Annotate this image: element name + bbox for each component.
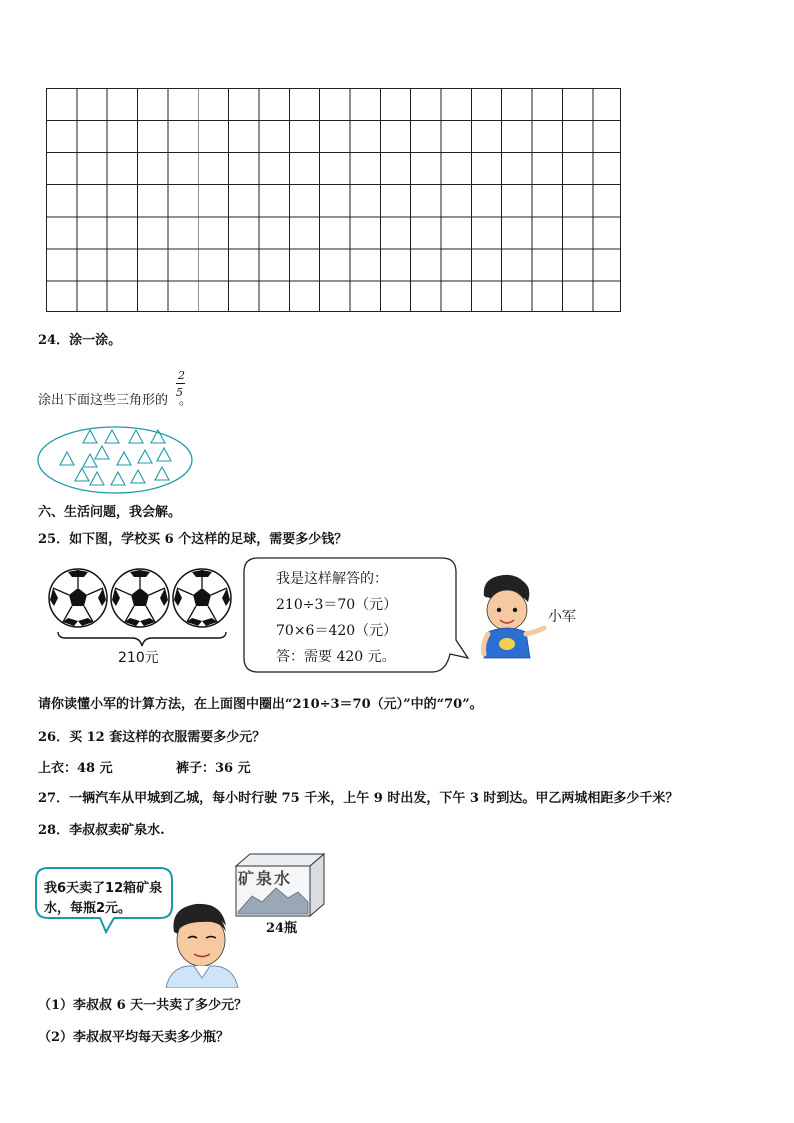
triangle — [117, 452, 131, 465]
triangle — [131, 470, 145, 483]
q26-title: 26．买 12 套这样的衣服需要多少元？ — [38, 730, 266, 745]
triangle-ellipse — [34, 424, 198, 498]
soccer-ball — [173, 569, 231, 627]
triangle — [83, 454, 97, 467]
fraction-denominator: 5 — [176, 386, 183, 399]
q25-title: 25．如下图，学校买 6 个这样的足球，需要多少钱？ — [38, 532, 348, 547]
q24-instruction-end: 。 — [179, 393, 193, 408]
bubble-line-1: 我是这样解答的： — [276, 571, 388, 587]
vendor-bubble-line-2: 水，每瓶2元。 — [44, 901, 132, 916]
price-label: 210元 — [118, 650, 159, 666]
xiaojun-character — [474, 574, 548, 664]
triangle — [105, 430, 119, 443]
brace — [58, 632, 226, 646]
triangle — [129, 430, 143, 443]
q24-instruction — [38, 393, 192, 409]
triangles — [60, 430, 171, 485]
answer-grid — [46, 88, 621, 312]
fraction-numerator: 2 — [178, 369, 185, 382]
q24-instruction-text: 涂出下面这些三角形的 — [38, 393, 169, 408]
q26-item-pants: 裤子：36 元 — [176, 761, 251, 776]
ellipse-outline — [38, 427, 192, 493]
triangle — [75, 468, 89, 481]
box-count: 24瓶 — [266, 921, 298, 936]
face — [487, 590, 527, 630]
box-label: 矿泉水 — [238, 869, 293, 888]
triangle — [83, 430, 97, 443]
q27-title: 27．一辆汽车从甲城到乙城，每小时行驶 75 千米，上午 9 时出发，下午 3 时到达。甲乙两城相距多少千米？ — [38, 791, 679, 806]
bubble-line-2: 210÷3＝70（元） — [276, 597, 398, 613]
vendor-bubble-line-1: 我6天卖了12箱矿泉 — [44, 881, 163, 896]
character-name: 小军 — [548, 609, 576, 625]
q24-title: 24．涂一涂。 — [38, 333, 122, 348]
q28-sub-1: （1）李叔叔 6 天一共卖了多少元？ — [38, 998, 248, 1013]
section-6-title: 六、生活问题，我会解。 — [38, 505, 182, 520]
soccer-balls — [46, 566, 238, 648]
triangle — [60, 452, 74, 465]
triangle — [155, 467, 169, 480]
fraction-bar — [176, 383, 185, 384]
soccer-ball — [49, 569, 107, 627]
q25-note: 请你读懂小军的计算方法，在上面图中圈出“210÷3＝70（元）”中的“70”。 — [38, 697, 483, 712]
triangle — [95, 446, 109, 459]
q28-title: 28．李叔叔卖矿泉水. — [38, 823, 165, 838]
q26-item-top: 上衣：48 元 — [38, 761, 113, 776]
triangle — [90, 472, 104, 485]
bubble-line-3: 70×6＝420（元） — [276, 623, 398, 639]
q28-sub-2: （2）李叔叔平均每天卖多少瓶？ — [38, 1030, 230, 1045]
triangle — [111, 472, 125, 485]
bubble-line-4: 答：需要 420 元。 — [276, 649, 396, 665]
triangle — [138, 450, 152, 463]
triangle — [157, 448, 171, 461]
soccer-ball — [111, 569, 169, 627]
